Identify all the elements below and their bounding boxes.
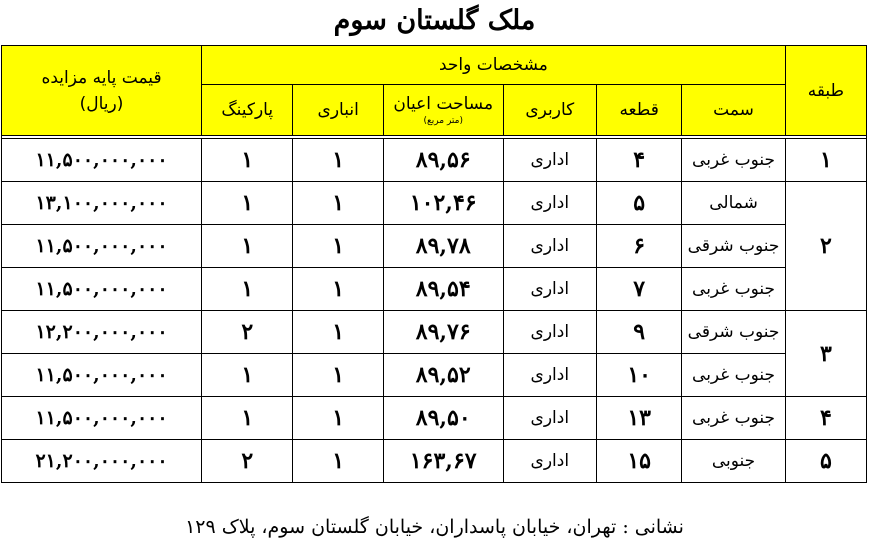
price-cell: ۱۱,۵۰۰,۰۰۰,۰۰۰ <box>2 354 202 397</box>
side-cell: جنوب غربی <box>682 397 786 440</box>
usage-cell: اداری <box>503 354 596 397</box>
header-area-label: مساحت اعیان <box>393 93 494 114</box>
header-unit-specs: مشخصات واحد <box>202 46 786 85</box>
price-cell: ۱۱,۵۰۰,۰۰۰,۰۰۰ <box>2 268 202 311</box>
header-area <box>383 85 503 136</box>
header-parking: پارکینگ <box>202 85 293 136</box>
storage-cell: ۱ <box>293 225 383 268</box>
floor-cell: ۲ <box>785 182 866 311</box>
storage-cell: ۱ <box>293 397 383 440</box>
parking-cell: ۱ <box>202 225 293 268</box>
usage-cell: اداری <box>503 139 596 182</box>
usage-cell: اداری <box>503 225 596 268</box>
document-title: ملک گلستان سوم <box>333 5 536 36</box>
storage-cell: ۱ <box>293 139 383 182</box>
floor-cell: ۳ <box>785 311 866 397</box>
header-area-unit: (متر مربع) <box>423 115 463 126</box>
price-cell: ۱۱,۵۰۰,۰۰۰,۰۰۰ <box>2 139 202 182</box>
table-row <box>2 225 867 268</box>
area-cell: ۸۹,۵۶ <box>383 139 503 182</box>
header-base-price <box>2 46 202 136</box>
storage-cell: ۱ <box>293 440 383 483</box>
storage-cell: ۱ <box>293 268 383 311</box>
table-row <box>2 182 867 225</box>
area-cell: ۱۶۳,۶۷ <box>383 440 503 483</box>
parking-cell: ۱ <box>202 139 293 182</box>
usage-cell: اداری <box>503 182 596 225</box>
price-cell: ۲۱,۲۰۰,۰۰۰,۰۰۰ <box>2 440 202 483</box>
plot-cell: ۴ <box>597 139 682 182</box>
plot-cell: ۶ <box>597 225 682 268</box>
header-price-unit: (ریال) <box>79 93 124 114</box>
storage-cell: ۱ <box>293 354 383 397</box>
area-cell: ۸۹,۷۶ <box>383 311 503 354</box>
side-cell: جنوب غربی <box>682 139 786 182</box>
usage-cell: اداری <box>503 268 596 311</box>
usage-cell: اداری <box>503 311 596 354</box>
header-floor: طبقه <box>785 46 866 136</box>
parking-cell: ۱ <box>202 354 293 397</box>
header-storage: انباری <box>293 85 383 136</box>
area-cell: ۸۹,۵۲ <box>383 354 503 397</box>
area-cell: ۸۹,۵۴ <box>383 268 503 311</box>
storage-cell: ۱ <box>293 182 383 225</box>
side-cell: جنوب شرقی <box>682 311 786 354</box>
table-row <box>2 440 867 483</box>
table-row <box>2 268 867 311</box>
header-usage: کاربری <box>503 85 596 136</box>
price-cell: ۱۱,۵۰۰,۰۰۰,۰۰۰ <box>2 397 202 440</box>
plot-cell: ۵ <box>597 182 682 225</box>
side-cell: جنوب شرقی <box>682 225 786 268</box>
table-row <box>2 139 867 182</box>
table-row <box>2 354 867 397</box>
plot-cell: ۹ <box>597 311 682 354</box>
parking-cell: ۱ <box>202 268 293 311</box>
floor-cell: ۴ <box>785 397 866 440</box>
parking-cell: ۱ <box>202 397 293 440</box>
side-cell: جنوب غربی <box>682 354 786 397</box>
storage-cell: ۱ <box>293 311 383 354</box>
usage-cell: اداری <box>503 440 596 483</box>
plot-cell: ۱۰ <box>597 354 682 397</box>
address-footer: نشانی : تهران، خیابان پاسداران، خیابان گلستان سوم، پلاک ۱۲۹ <box>185 516 684 538</box>
table-row <box>2 397 867 440</box>
side-cell: شمالی <box>682 182 786 225</box>
table-row <box>2 311 867 354</box>
plot-cell: ۱۵ <box>597 440 682 483</box>
area-cell: ۸۹,۵۰ <box>383 397 503 440</box>
floor-cell: ۵ <box>785 440 866 483</box>
header-side: سمت <box>682 85 786 136</box>
auction-table <box>1 45 867 483</box>
price-cell: ۱۲,۲۰۰,۰۰۰,۰۰۰ <box>2 311 202 354</box>
price-cell: ۱۳,۱۰۰,۰۰۰,۰۰۰ <box>2 182 202 225</box>
plot-cell: ۱۳ <box>597 397 682 440</box>
header-plot: قطعه <box>597 85 682 136</box>
parking-cell: ۱ <box>202 182 293 225</box>
price-cell: ۱۱,۵۰۰,۰۰۰,۰۰۰ <box>2 225 202 268</box>
header-price-label: قیمت پایه مزایده <box>41 67 162 88</box>
side-cell: جنوب غربی <box>682 268 786 311</box>
floor-cell: ۱ <box>785 139 866 182</box>
area-cell: ۸۹,۷۸ <box>383 225 503 268</box>
side-cell: جنوبی <box>682 440 786 483</box>
parking-cell: ۲ <box>202 440 293 483</box>
usage-cell: اداری <box>503 397 596 440</box>
parking-cell: ۲ <box>202 311 293 354</box>
plot-cell: ۷ <box>597 268 682 311</box>
area-cell: ۱۰۲,۴۶ <box>383 182 503 225</box>
